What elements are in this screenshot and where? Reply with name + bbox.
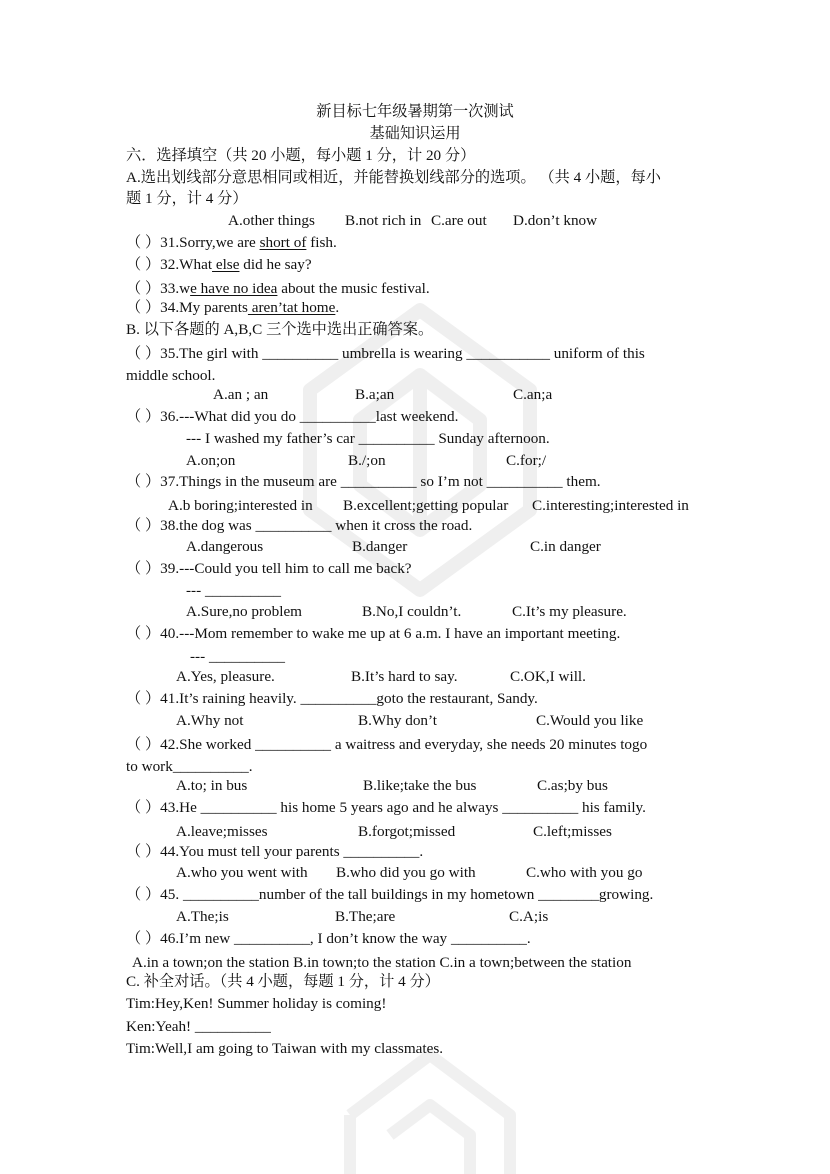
dialogue-line: Ken:Yeah! __________ — [126, 1018, 271, 1035]
option-a: A.Yes, pleasure. — [176, 668, 275, 685]
question-34: （ ）34.My parents aren’tat home. — [126, 299, 340, 316]
answer-blank: --- __________ — [190, 648, 285, 665]
question-46-options: A.in a town;on the station B.in town;to the station C.in a town;between the station — [132, 954, 632, 971]
question-46: （ ）46.I’m new __________, I don’t know the way __________. — [126, 930, 531, 947]
option-c: C.OK,I will. — [510, 668, 586, 685]
option-a: A.an ; an — [213, 386, 269, 403]
section-heading: 六．选择填空（共 20 小题，每小题 1 分，计 20 分） — [126, 147, 476, 164]
option-c: C.A;is — [509, 908, 549, 925]
question-32: （ ）32.What else did he say? — [126, 256, 312, 273]
option-b: B.No,I couldn’t. — [362, 603, 462, 620]
question-38: （ ）38.the dog was __________ when it cross the road. — [126, 517, 473, 534]
option-c: C.interesting;interested in — [532, 497, 689, 514]
option-a: A.leave;misses — [176, 823, 268, 840]
question-36: （ ）36.---What did you do __________last weekend. — [126, 408, 459, 425]
option-b: B.It’s hard to say. — [351, 668, 458, 685]
option-a: A.b boring;interested in — [168, 497, 313, 514]
option-b: B.a;an — [355, 386, 395, 403]
question-39: （ ）39.---Could you tell him to call me back? — [126, 560, 412, 577]
option-c: C.It’s my pleasure. — [512, 603, 627, 620]
question-35-cont: middle school. — [126, 367, 216, 384]
option-c: C.left;misses — [533, 823, 612, 840]
underlined-phrase: else — [212, 256, 240, 273]
option-a: A.who you went with — [176, 864, 308, 881]
exam-subtitle: 基础知识运用 — [369, 125, 461, 142]
part-a-option: D.don’t know — [513, 212, 598, 229]
option-b: B.like;take the bus — [363, 777, 477, 794]
underlined-phrase: e have no idea — [190, 280, 278, 297]
option-a: A.Sure,no problem — [186, 603, 302, 620]
option-b: B.who did you go with — [336, 864, 476, 881]
option-c: C.in danger — [530, 538, 601, 555]
option-b: B.danger — [352, 538, 408, 555]
question-41: （ ）41.It’s raining heavily. __________goto the restaurant, Sandy. — [126, 690, 538, 707]
option-a: A.on;on — [186, 452, 236, 469]
part-a-instruction-cont: 题 1 分，计 4 分） — [126, 190, 248, 207]
question-37: （ ）37.Things in the museum are __________ so I’m not __________ them. — [126, 473, 601, 490]
option-c: C.an;a — [513, 386, 553, 403]
question-44: （ ）44.You must tell your parents __________. — [126, 843, 424, 860]
question-45: （ ）45. __________number of the tall buildings in my hometown ________growing. — [126, 886, 654, 903]
question-43: （ ）43.He __________ his home 5 years ago and he always __________ his family. — [126, 799, 646, 816]
dialogue-line: Tim:Hey,Ken! Summer holiday is coming! — [126, 995, 387, 1012]
option-a: A.dangerous — [186, 538, 264, 555]
exam-title: 新目标七年级暑期第一次测试 — [316, 103, 514, 120]
part-b-instruction: B. 以下各题的 A,B,C 三个选中选出正确答案。 — [126, 321, 434, 338]
question-35: （ ）35.The girl with __________ umbrella is wearing ___________ uniform of this — [126, 345, 645, 362]
question-42-cont: to work__________. — [126, 758, 253, 775]
question-42: （ ）42.She worked __________ a waitress and everyday, she needs 20 minutes togo — [126, 736, 648, 753]
question-36-reply: --- I washed my father’s car __________ Sunday afternoon. — [186, 430, 550, 447]
option-b: B.excellent;getting popular — [343, 497, 509, 514]
option-c: C.Would you like — [536, 712, 644, 729]
option-c: C.for;/ — [506, 452, 547, 469]
underlined-phrase: aren’tat home — [247, 299, 336, 316]
underlined-phrase: short of — [259, 234, 307, 251]
option-b: B./;on — [348, 452, 386, 469]
question-31: （ ）31.Sorry,we are short of fish. — [126, 234, 337, 251]
part-a-option: B.not rich in — [345, 212, 422, 229]
option-b: B.Why don’t — [358, 712, 438, 729]
question-33: （ ）33.we have no idea about the music festival. — [126, 280, 430, 297]
option-c: C.who with you go — [526, 864, 643, 881]
option-a: A.Why not — [176, 712, 244, 729]
dialogue-line: Tim:Well,I am going to Taiwan with my classmates. — [126, 1040, 444, 1057]
question-40: （ ）40.---Mom remember to wake me up at 6 a.m. I have an important meeting. — [126, 625, 621, 642]
part-a-instruction: A.选出划线部分意思相同或相近，并能替换划线部分的选项。 （共 4 小题，每小 — [126, 169, 661, 186]
answer-blank: --- __________ — [186, 582, 281, 599]
part-c-instruction: C. 补全对话。（共 4 小题，每题 1 分，计 4 分） — [126, 973, 440, 990]
part-a-option: C.are out — [431, 212, 487, 229]
part-a-option: A.other things — [228, 212, 315, 229]
option-a: A.The;is — [176, 908, 229, 925]
option-c: C.as;by bus — [537, 777, 608, 794]
option-b: B.The;are — [335, 908, 396, 925]
option-b: B.forgot;missed — [358, 823, 456, 840]
option-a: A.to; in bus — [176, 777, 248, 794]
